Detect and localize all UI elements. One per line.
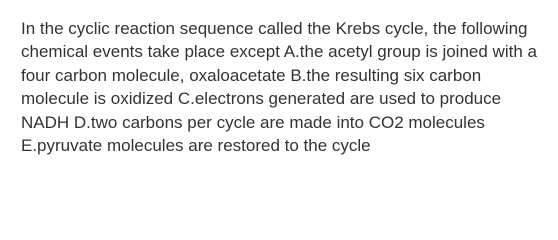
question-text: In the cyclic reaction sequence called the Krebs cycle, the following chemical events take place except A.the acetyl group is joined with a four carbon molecule, oxaloacetate B.the resulting six carbon molecule is oxidized C.electrons generated are used to produce NADH D.two carbons per cycle are made into CO2 molecules E.pyruvate molecules are restored to the cycle	[21, 19, 537, 156]
